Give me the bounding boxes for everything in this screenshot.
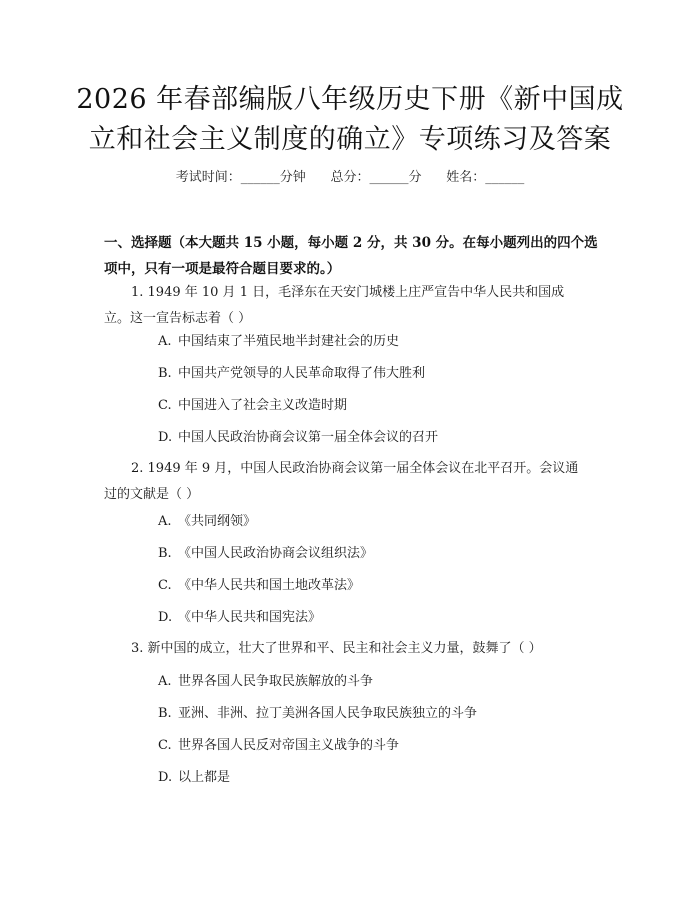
question-3-option-d[interactable]	[158, 768, 230, 788]
option-letter: D.	[158, 430, 173, 445]
option-letter: B.	[158, 546, 172, 561]
question-3-option-b[interactable]	[158, 704, 477, 724]
option-text: 以上都是	[178, 770, 231, 785]
document-title-line-2: 立和社会主义制度的确立》专项练习及答案	[88, 124, 612, 155]
option-letter: B.	[158, 706, 172, 721]
option-letter: D.	[158, 770, 173, 785]
option-text: 中国结束了半殖民地半封建社会的历史	[178, 334, 400, 349]
question-1-text-line-1: 1. 1949 年 10 月 1 日，毛泽东在天安门城楼上庄严宣告中华人民共和国成	[131, 285, 565, 300]
document-title-line-1: 2026 年春部编版八年级历史下册《新中国成	[76, 84, 624, 115]
question-2-option-d[interactable]	[158, 608, 321, 628]
option-letter: A.	[158, 334, 172, 349]
question-3-text-line-1: 3. 新中国的成立，壮大了世界和平、民主和社会主义力量，鼓舞了（ ）	[131, 641, 542, 656]
exam-info-line: 考试时间：______分钟 总分：______分 姓名：______	[175, 170, 525, 185]
question-2-text-line-2: 过的文献是（ ）	[104, 487, 200, 502]
option-letter: C.	[158, 738, 172, 753]
question-3-option-a[interactable]	[158, 672, 373, 692]
option-text: 《中华人民共和国宪法》	[178, 610, 322, 625]
option-letter: A.	[158, 514, 172, 529]
option-text: 《中国人民政治协商会议组织法》	[178, 546, 374, 561]
option-text: 世界各国人民反对帝国主义战争的斗争	[178, 738, 400, 753]
question-2-text-line-1: 2. 1949 年 9 月，中国人民政治协商会议第一届全体会议在北平召开。会议通	[131, 461, 579, 476]
question-1	[104, 280, 604, 332]
question-2-option-c[interactable]	[158, 576, 360, 596]
question-2-option-b[interactable]	[158, 544, 373, 564]
option-text: 《中华人民共和国土地改革法》	[178, 578, 361, 593]
option-text: 《共同纲领》	[178, 514, 257, 529]
option-letter: C.	[158, 398, 172, 413]
option-text: 世界各国人民争取民族解放的斗争	[178, 674, 374, 689]
question-1-option-c[interactable]	[158, 396, 347, 416]
section-heading-line-1: 一、选择题（本大题共 15 小题，每小题 2 分，共 30 分。在每小题列出的四个选	[104, 235, 598, 251]
question-1-option-a[interactable]	[158, 332, 399, 352]
question-2	[104, 456, 604, 508]
question-1-option-b[interactable]	[158, 364, 425, 384]
option-letter: C.	[158, 578, 172, 593]
question-1-text-line-2: 立。这一宣告标志着（ ）	[104, 311, 252, 326]
question-2-option-a[interactable]	[158, 512, 256, 532]
option-text: 中国人民政治协商会议第一届全体会议的召开	[178, 430, 439, 445]
question-3	[104, 636, 624, 662]
question-3-option-c[interactable]	[158, 736, 399, 756]
question-1-option-d[interactable]	[158, 428, 438, 448]
option-letter: D.	[158, 610, 173, 625]
option-text: 中国共产党领导的人民革命取得了伟大胜利	[178, 366, 426, 381]
option-text: 亚洲、非洲、拉丁美洲各国人民争取民族独立的斗争	[178, 706, 478, 721]
option-text: 中国进入了社会主义改造时期	[178, 398, 348, 413]
section-heading-line-2: 项中，只有一项是最符合题目要求的。）	[104, 261, 341, 277]
option-letter: A.	[158, 674, 172, 689]
option-letter: B.	[158, 366, 172, 381]
